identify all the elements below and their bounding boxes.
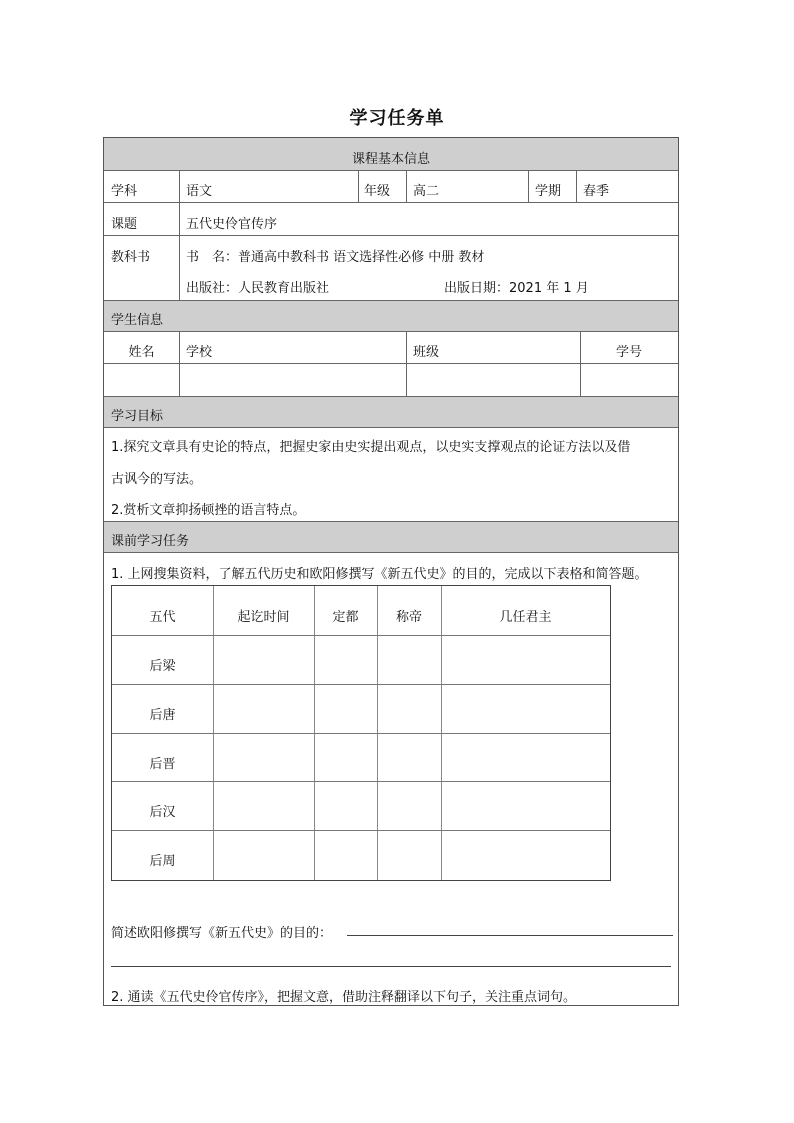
textbook-label: 教科书	[111, 250, 151, 265]
student-id-label: 学号	[615, 345, 642, 360]
student-info-header: 学生信息	[111, 313, 164, 328]
col-header-rulers: 几任君主	[499, 610, 552, 625]
dynasty-row-label: 后汉	[149, 805, 176, 820]
task-1: 1. 上网搜集资料，了解五代历史和欧阳修撰写《新五代史》的目的，完成以下表格和简答题。	[111, 567, 648, 582]
school-field[interactable]	[180, 364, 405, 395]
objective-2: 2.赏析文章抑扬顿挫的语言特点。	[111, 503, 306, 518]
school-label: 学校	[186, 345, 213, 360]
grade-label: 年级	[364, 184, 391, 199]
task-2: 2. 通读《五代史伶官传序》，把握文意，借助注释翻译以下句子，关注重点词句。	[111, 990, 577, 1005]
course-info-header: 课程基本信息	[351, 152, 430, 167]
dynasty-row-label: 后晋	[149, 757, 176, 772]
publish-date-line: 出版日期：2021 年 1 月	[444, 281, 589, 296]
task-sheet-table	[103, 137, 679, 1006]
dynasty-table	[111, 585, 611, 881]
page-title: 学习任务单	[349, 108, 445, 129]
publisher-line: 出版社：人民教育出版社	[186, 281, 330, 296]
student-info-band	[104, 300, 678, 331]
topic-value: 五代史伶官传序	[186, 217, 278, 232]
subject-label: 学科	[111, 184, 138, 199]
name-field[interactable]	[105, 364, 178, 395]
name-label: 姓名	[128, 345, 155, 360]
class-field[interactable]	[407, 364, 579, 395]
tasks-band	[104, 521, 678, 552]
answer-line-1[interactable]	[347, 935, 673, 936]
objectives-band	[104, 396, 678, 427]
col-header-capital: 定都	[332, 610, 359, 625]
objective-1-line-2: 古讽今的写法。	[111, 472, 203, 487]
objectives-header: 学习目标	[111, 409, 164, 424]
answer-line-2[interactable]	[111, 966, 671, 967]
topic-label: 课题	[111, 217, 138, 232]
col-header-dynasty: 五代	[149, 610, 176, 625]
col-header-emperor: 称帝	[395, 610, 422, 625]
objective-1-line-1: 1.探究文章具有史论的特点，把握史家由史实提出观点，以史实支撑观点的论证方法以及借	[111, 440, 631, 455]
term-label: 学期	[535, 184, 562, 199]
book-name-line: 书 名：普通高中教科书 语文选择性必修 中册 教材	[186, 250, 485, 265]
subject-value: 语文	[186, 184, 213, 199]
class-label: 班级	[413, 345, 440, 360]
question-prompt: 简述欧阳修撰写《新五代史》的目的：	[111, 926, 333, 941]
dynasty-row-label: 后周	[149, 854, 176, 869]
grade-value: 高二	[413, 184, 440, 199]
col-header-period: 起讫时间	[237, 610, 290, 625]
student-id-field[interactable]	[581, 364, 677, 395]
tasks-header: 课前学习任务	[111, 534, 190, 549]
dynasty-row-label: 后梁	[149, 659, 176, 674]
term-value: 春季	[583, 184, 610, 199]
dynasty-row-label: 后唐	[149, 708, 176, 723]
